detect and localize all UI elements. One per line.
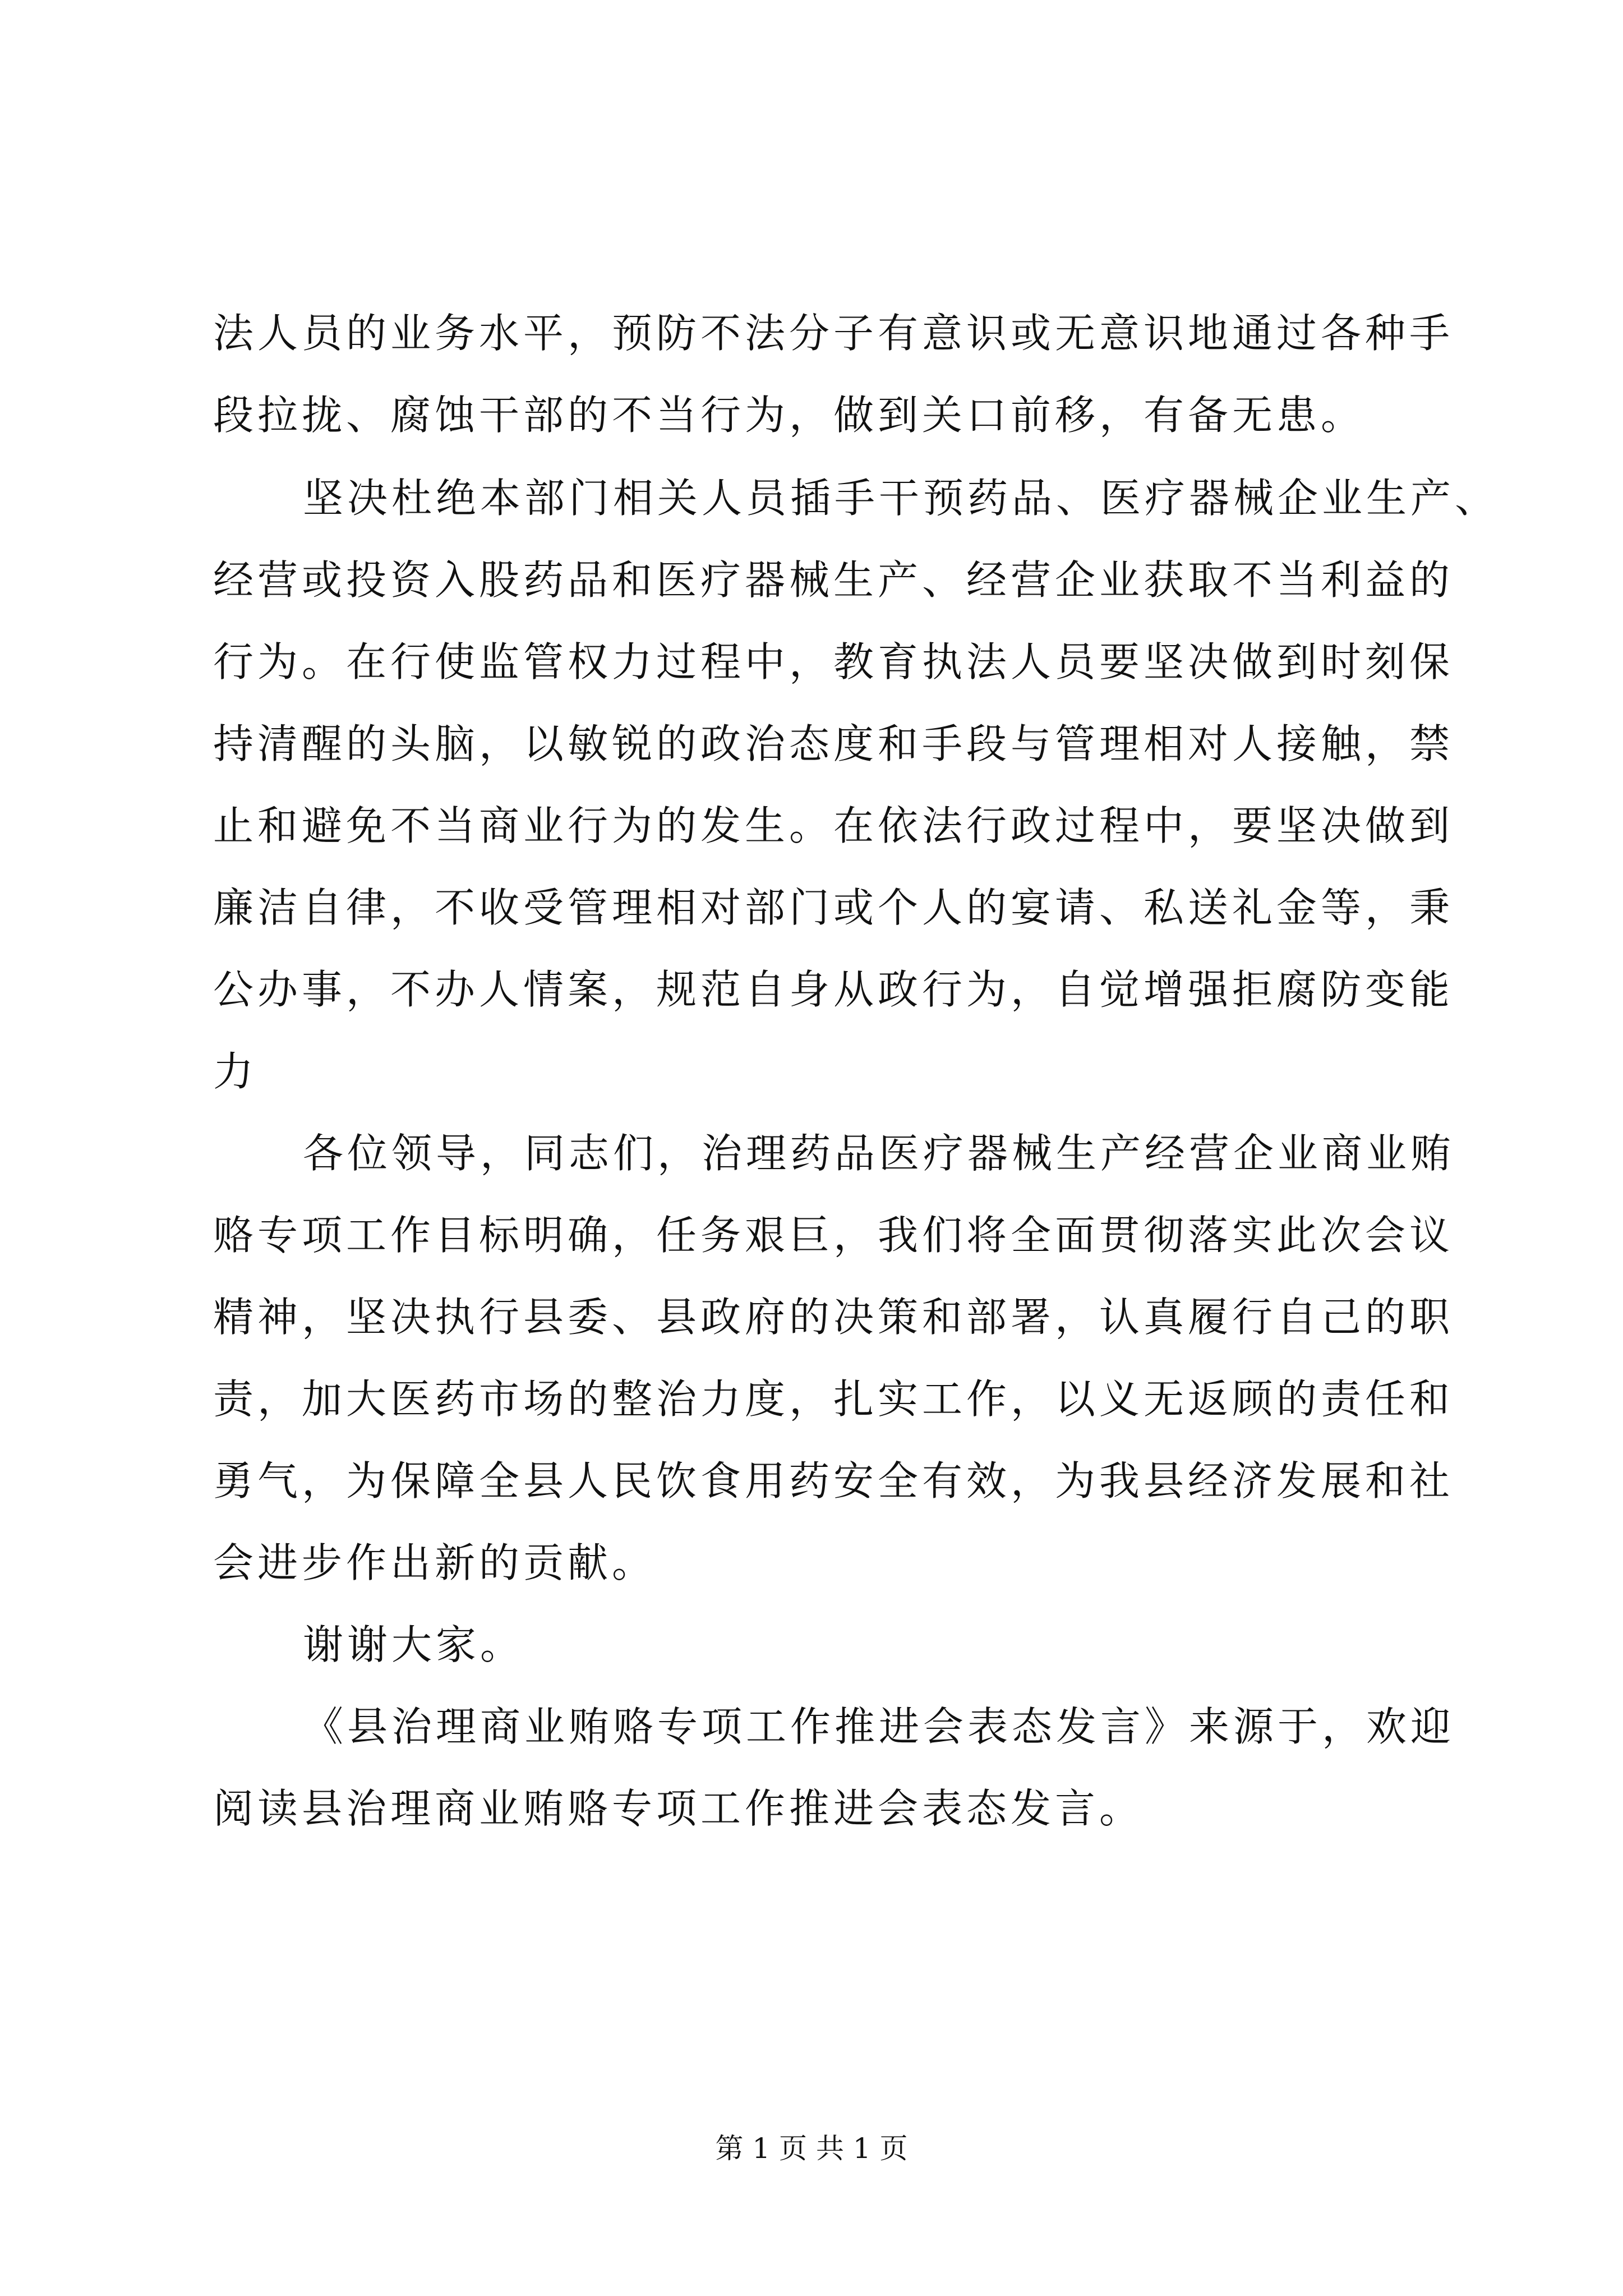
paragraph-line: 精神，坚决执行县委、县政府的决策和部署，认真履行自己的职 <box>213 1294 1454 1341</box>
paragraph-line: 责，加大医药市场的整治力度，扎实工作，以义无返顾的责任和 <box>213 1375 1454 1423</box>
paragraph-line: 《县治理商业贿赂专项工作推进会表态发言》来源于，欢迎 <box>303 1703 1455 1750</box>
paragraph-line: 会进步作出新的贡献。 <box>213 1539 657 1586</box>
paragraph-line: 止和避免不当商业行为的发生。在依法行政过程中，要坚决做到 <box>213 802 1454 849</box>
paragraph-line: 持清醒的头脑，以敏锐的政治态度和手段与管理相对人接触，禁 <box>213 720 1454 767</box>
paragraph-line: 各位领导，同志们，治理药品医疗器械生产经营企业商业贿 <box>303 1130 1455 1177</box>
paragraph-line: 经营或投资入股药品和医疗器械生产、经营企业获取不当利益的 <box>213 556 1454 604</box>
paragraph-line: 赂专项工作目标明确，任务艰巨，我们将全面贯彻落实此次会议 <box>213 1212 1454 1259</box>
paragraph-line: 行为。在行使监管权力过程中，教育执法人员要坚决做到时刻保 <box>213 638 1454 685</box>
paragraph-line: 法人员的业务水平，预防不法分子有意识或无意识地通过各种手 <box>213 310 1454 357</box>
paragraph-line: 廉洁自律，不收受管理相对部门或个人的宴请、私送礼金等，秉 <box>213 884 1454 931</box>
paragraph-line: 谢谢大家。 <box>303 1621 525 1668</box>
paragraph-line: 勇气，为保障全县人民饮食用药安全有效，为我县经济发展和社 <box>213 1457 1454 1504</box>
paragraph-line: 阅读县治理商业贿赂专项工作推进会表态发言。 <box>213 1785 1144 1832</box>
paragraph-line: 段拉拢、腐蚀干部的不当行为，做到关口前移，有备无患。 <box>213 392 1366 439</box>
paragraph-line: 坚决杜绝本部门相关人员插手干预药品、医疗器械企业生产、 <box>303 475 1500 522</box>
paragraph-line: 公办事，不办人情案，规范自身从政行为，自觉增强拒腐防变能 <box>213 966 1454 1013</box>
paragraph-line: 力 <box>213 1048 258 1095</box>
page-footer: 第 1 页 共 1 页 <box>715 2132 908 2165</box>
